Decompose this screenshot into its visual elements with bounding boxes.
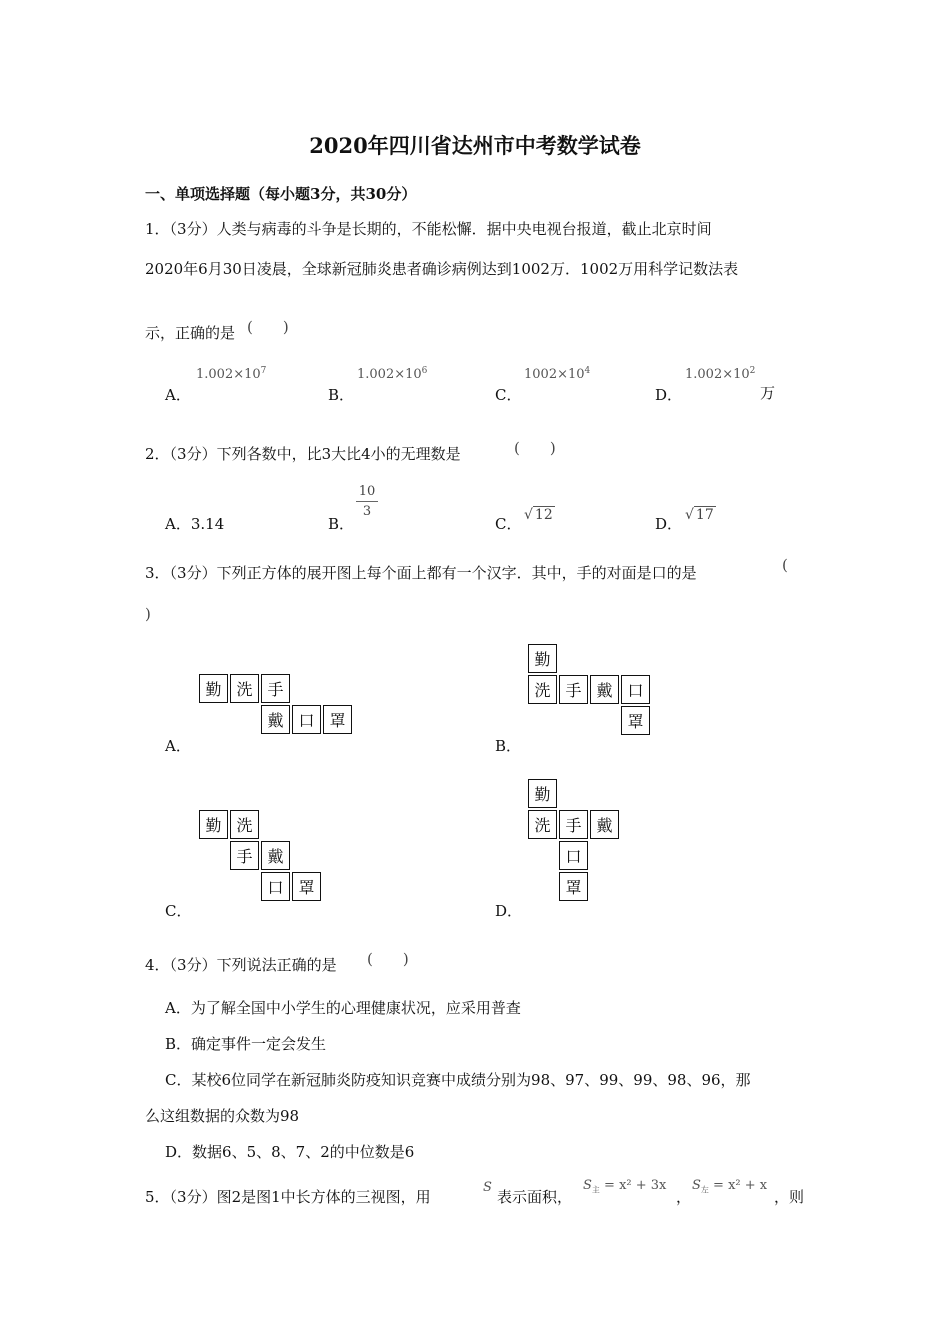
q2-stem: 2．（3分）下列各数中，比3大比4小的无理数是 [145, 445, 461, 463]
net-b-cell-kou: 口 [621, 675, 650, 704]
net-d-cell-dai: 戴 [590, 810, 619, 839]
q1-option-c-value: $1002\times 10^4$ [524, 366, 591, 382]
q3-paren-open: ( [782, 556, 788, 574]
q1-line1: 1．（3分）人类与病毒的斗争是长期的，不能松懈．据中央电视台报道，截止北京时间 [145, 220, 712, 238]
q1-line2: 2020年6月30日凌晨，全球新冠肺炎患者确诊病例达到1002万．1002万用科学记数法表 [145, 260, 739, 278]
q4-stem: 4．（3分）下列说法正确的是 [145, 956, 337, 974]
q3-stem: 3．（3分）下列正方体的展开图上每个面上都有一个汉字．其中，手的对面是口的是 [145, 564, 697, 582]
q2-option-d-sqrt: √ 17 [685, 507, 714, 523]
net-c-cell-kou: 口 [261, 872, 290, 901]
q2-option-c-label: C． [495, 515, 522, 533]
net-d-cell-kou: 口 [559, 841, 588, 870]
q2-option-b-fraction: 10 3 [356, 484, 378, 519]
q1-option-d-label: D． [655, 386, 683, 404]
q2-option-d-label: D． [655, 515, 683, 533]
q3-paren-close: ) [145, 605, 151, 623]
q3-option-a-label: A． [165, 737, 191, 755]
q1-option-d-value: $1.002\times 10^2$ [685, 366, 756, 382]
q3-option-c-label: C． [165, 902, 192, 920]
q2-option-b-label: B． [328, 515, 355, 533]
net-a-cell-shou: 手 [261, 674, 290, 703]
net-a-cell-xi: 洗 [230, 674, 259, 703]
q1-option-b-label: B． [328, 386, 355, 404]
q4-option-c-line1: C．某校6位同学在新冠肺炎防疫知识竞赛中成绩分别为98、97、99、99、98、96，那 [165, 1071, 751, 1089]
net-a-cell-qin: 勤 [199, 674, 228, 703]
q5-formula-front: $S_主 = x^2 + 3x$ [583, 1178, 667, 1195]
net-b-cell-dai: 戴 [590, 675, 619, 704]
q3-option-b-label: B． [495, 737, 522, 755]
q4-option-d: D．数据6、5、8、7、2的中位数是6 [165, 1143, 415, 1161]
q2-answer-paren: ( ) [514, 439, 556, 457]
q5-s-symbol: S [483, 1180, 492, 1195]
net-c-cell-shou: 手 [230, 841, 259, 870]
q1-line3: 示，正确的是 [145, 324, 236, 342]
net-d-cell-qin: 勤 [528, 779, 557, 808]
net-c-cell-dai: 戴 [261, 841, 290, 870]
q1-option-d-unit: 万 [760, 384, 776, 402]
net-b-cell-zhao: 罩 [621, 706, 650, 735]
q4-answer-paren: ( ) [367, 950, 409, 968]
net-d-cell-zhao: 罩 [559, 872, 588, 901]
q5-post: ，则 [774, 1188, 805, 1206]
q5-pre: 5．（3分）图2是图1中长方体的三视图，用 [145, 1188, 431, 1206]
net-b-cell-shou: 手 [559, 675, 588, 704]
net-a-cell-kou: 口 [292, 705, 321, 734]
net-c-cell-xi: 洗 [230, 810, 259, 839]
q1-option-a-label: A． [165, 386, 191, 404]
q2-option-c-sqrt: √ 12 [524, 507, 553, 523]
net-b-cell-qin: 勤 [528, 644, 557, 673]
q2-option-a: A．3.14 [165, 515, 225, 533]
net-a-cell-zhao: 罩 [323, 705, 352, 734]
net-d-cell-shou: 手 [559, 810, 588, 839]
q1-option-c-label: C． [495, 386, 522, 404]
q5-formula-left: $S_左 = x^2 + x$ [692, 1178, 768, 1195]
q4-option-b: B．确定事件一定会发生 [165, 1035, 327, 1053]
q4-option-c-line2: 么这组数据的众数为98 [145, 1107, 300, 1125]
q5-mid: 表示面积， [497, 1188, 573, 1206]
q1-answer-paren: ( ) [247, 318, 289, 336]
q1-option-b-value: $1.002\times 10^6$ [357, 366, 428, 382]
q3-option-d-label: D． [495, 902, 523, 920]
net-c-cell-qin: 勤 [199, 810, 228, 839]
q1-option-a-value: $1.002\times 10^7$ [196, 366, 267, 382]
q5-comma: ， [676, 1188, 692, 1206]
net-b-cell-xi: 洗 [528, 675, 557, 704]
net-a-cell-dai: 戴 [261, 705, 290, 734]
net-c-cell-zhao: 罩 [292, 872, 321, 901]
q4-option-a: A．为了解全国中小学生的心理健康状况，应采用普查 [165, 999, 521, 1017]
section-heading: 一、单项选择题（每小题3分，共30分） [145, 185, 417, 203]
page-title: 2020年四川省达州市中考数学试卷 [309, 133, 641, 158]
net-d-cell-xi: 洗 [528, 810, 557, 839]
